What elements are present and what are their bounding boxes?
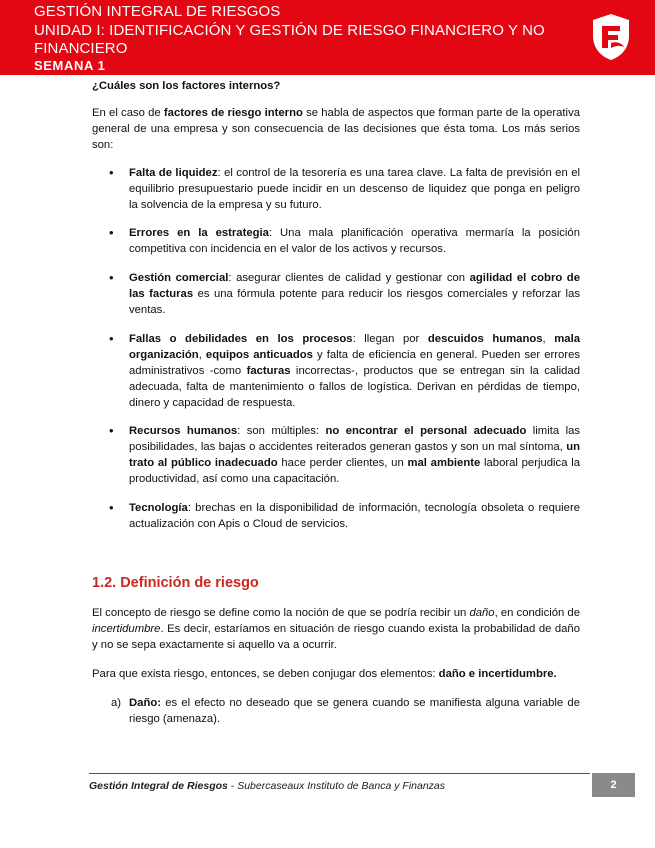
bullet-item-recursos-humanos — [109, 423, 581, 487]
text-span: Para que exista riesgo, entonces, se deben conjugar dos elementos: — [92, 668, 439, 680]
bold-span: agilidad el cobro de las facturas — [129, 272, 580, 300]
definition-paragraph — [92, 605, 580, 653]
bullet-icon: • — [109, 270, 114, 285]
bold-span: Gestión comercial — [129, 272, 229, 284]
text-span: limita las posibilidades, las bajas o accidentes reiterados generan gastos y son un mal síntoma, — [129, 425, 581, 453]
page-number: 2 — [592, 773, 635, 797]
bold-span: un trato al público inadecuado — [129, 441, 580, 469]
text-span: : llegan por — [352, 333, 428, 345]
footer-course: Gestión Integral de Riesgos — [89, 780, 228, 792]
bullet-icon: • — [109, 165, 114, 180]
page-header — [0, 0, 655, 75]
text-span: : brechas en la disponibilidad de información, tecnología obsoleta o requiere actualización con Apis o Cloud de servicios. — [129, 502, 580, 530]
header-week: SEMANA 1 — [34, 58, 106, 73]
question-heading: ¿Cuáles son los factores internos? — [92, 80, 281, 92]
text-span: , en condición de — [494, 607, 580, 619]
text-span: hace perder clientes, un — [277, 457, 408, 469]
header-unit-line1: UNIDAD I: IDENTIFICACIÓN Y GESTIÓN DE RIESGO FINANCIERO Y NO — [34, 22, 545, 39]
bold-span: facturas — [246, 365, 291, 377]
text-span: : el control de la tesorería es una tarea clave. La falta de previsión en el equilibrio presupuestario puede incidir en un descenso de liquidez que ponga en peligro la solvencia de la empresa y su futuro. — [129, 167, 580, 211]
header-unit-line2: FINANCIERO — [34, 40, 128, 57]
bold-span: Daño: — [129, 697, 162, 709]
bold-span: mala organización — [129, 333, 580, 361]
bold-span: equipos anticuados — [205, 349, 313, 361]
bullet-item-procesos — [109, 331, 580, 411]
intro-paragraph — [92, 105, 580, 153]
text-span: : son múltiples: — [237, 425, 326, 437]
footer-institute: Subercaseaux Instituto de Banca y Finanzas — [237, 780, 446, 792]
text-span: En el caso de — [92, 107, 164, 119]
bold-span: descuidos humanos — [427, 333, 543, 345]
bullet-item-gestion-comercial — [109, 270, 581, 318]
bullet-icon: • — [109, 331, 114, 346]
text-span: . Es decir, estaríamos en situación de riesgo cuando exista la probabilidad de daño y no se sepa exactamente si aquello va a ocurrir. — [92, 623, 580, 651]
text-span: , — [198, 349, 206, 361]
bold-span: Recursos humanos — [129, 425, 238, 437]
bullet-item-liquidez — [109, 165, 580, 213]
bold-span: Errores en la estrategia — [129, 227, 269, 239]
bold-span: factores de riesgo interno — [163, 107, 303, 119]
bold-span: daño e incertidumbre. — [438, 668, 557, 680]
text-span: es una fórmula potente para reducir los riesgos comerciales y reforzar las ventas. — [129, 288, 581, 316]
footer-caption — [89, 780, 445, 792]
footer-divider — [89, 773, 590, 774]
text-span: : Una mala planificación operativa mermaría la posición competitiva con incidencia en el valor de los activos y recursos. — [129, 227, 580, 255]
bold-span: no encontrar el personal adecuado — [325, 425, 527, 437]
footer-separator: - — [227, 780, 238, 792]
elements-paragraph — [92, 666, 580, 682]
bullet-icon: • — [109, 500, 114, 515]
shield-logo-icon — [589, 12, 633, 62]
section-title: 1.2. Definición de riesgo — [92, 575, 259, 591]
text-span: , — [542, 333, 555, 345]
bold-span: Tecnología — [129, 502, 188, 514]
list-marker: a) — [111, 697, 122, 709]
italic-span: incertidumbre — [92, 623, 161, 635]
text-span: y falta de eficiencia en general. Pueden ser errores administrativos -como — [129, 349, 580, 377]
italic-span: daño — [469, 607, 495, 619]
bullet-item-tecnologia — [109, 500, 580, 532]
text-span: es el efecto no deseado que se genera cuando se manifiesta alguna variable de riesgo (amenaza). — [129, 697, 580, 725]
text-span: El concepto de riesgo se define como la noción de que se podría recibir un — [92, 607, 470, 619]
bullet-item-estrategia — [109, 225, 580, 257]
bullet-icon: • — [109, 225, 114, 240]
list-item-dano — [111, 695, 580, 727]
bold-span: Falta de liquidez — [129, 167, 218, 179]
bold-span: Fallas o debilidades en los procesos — [129, 333, 353, 345]
bullet-icon: • — [109, 423, 114, 438]
bold-span: mal ambiente — [407, 457, 481, 469]
text-span: incorrectas-, productos que se entregan sin la calidad adecuada, falta de mantenimiento o fallos de logística. Derivan en pérdidas de tiempo, dinero y capacidad de respuesta. — [129, 365, 580, 409]
text-span: se habla de aspectos que forman parte de la operativa general de una empresa y son consecuencia de las decisiones que ésta toma. Los más serios son: — [92, 107, 580, 151]
text-span: laboral perjudica la productividad, así como una capacitación. — [129, 457, 581, 485]
header-title: GESTIÓN INTEGRAL DE RIESGOS — [34, 3, 281, 20]
text-span: : asegurar clientes de calidad y gestionar con — [228, 272, 470, 284]
